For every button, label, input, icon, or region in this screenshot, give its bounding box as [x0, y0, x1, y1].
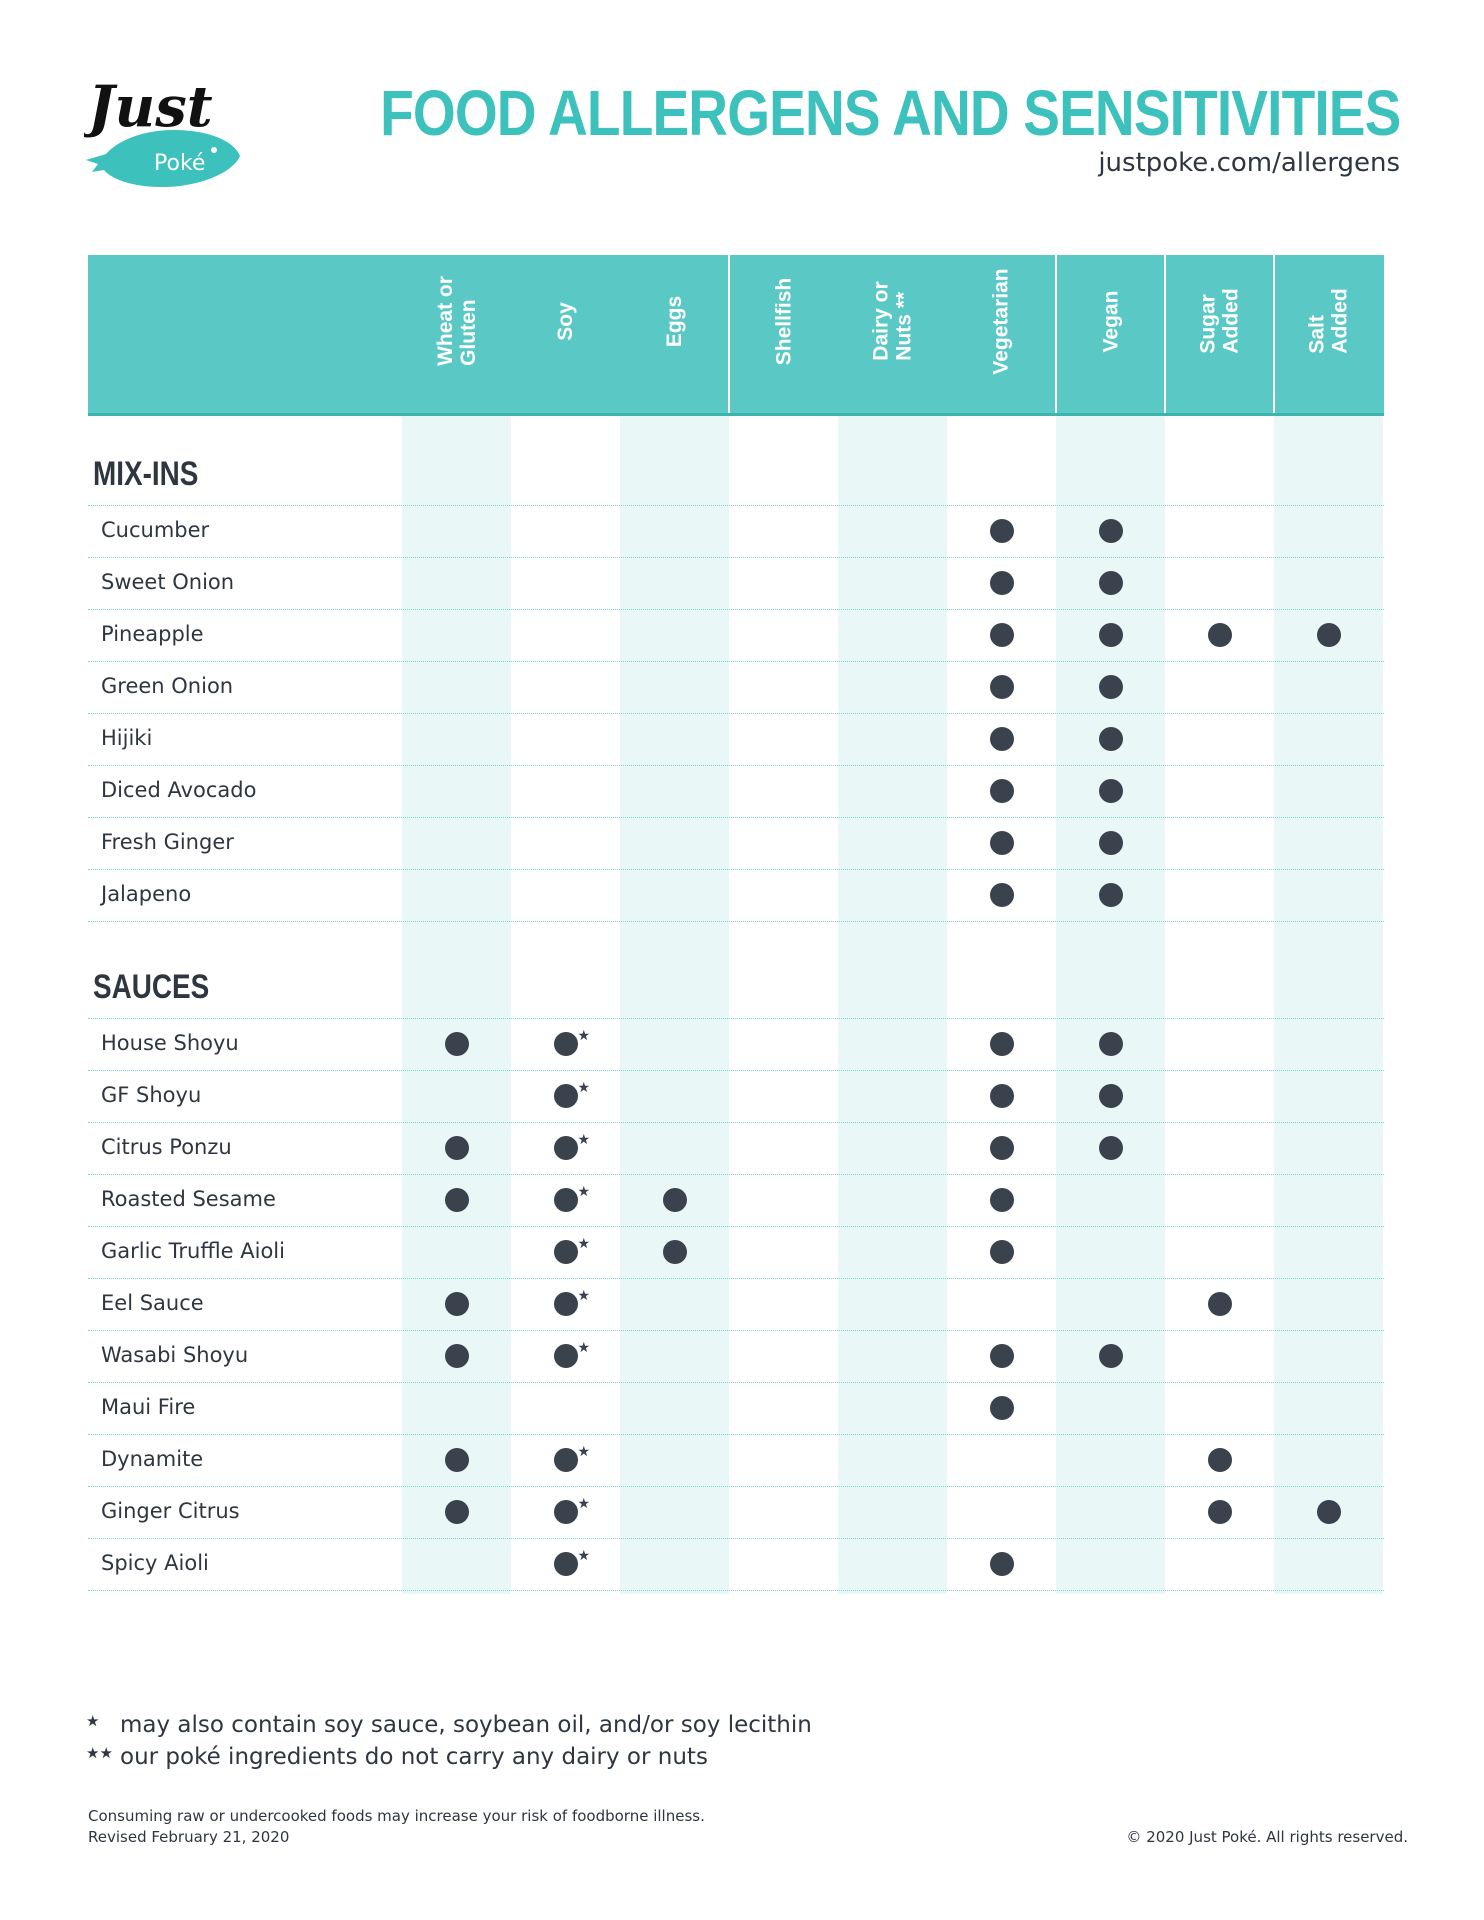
row-divider — [88, 1018, 1384, 1019]
allergen-dot — [554, 1032, 578, 1056]
row-divider — [88, 869, 1384, 870]
row-label: Garlic Truffle Aioli — [101, 1239, 285, 1263]
allergen-dot — [1099, 1032, 1123, 1056]
allergen-dot — [445, 1344, 469, 1368]
column-header — [620, 261, 729, 381]
row-divider — [88, 1226, 1384, 1227]
row-divider — [88, 1330, 1384, 1331]
allergen-dot — [554, 1136, 578, 1160]
allergens-url: justpoke.com/allergens — [1098, 148, 1400, 178]
footnote-text: our poké ingredients do not carry any dairy or nuts — [120, 1744, 708, 1770]
allergen-dot — [990, 1344, 1014, 1368]
row-divider — [88, 1122, 1384, 1123]
row-divider — [88, 609, 1384, 610]
column-shade — [838, 416, 947, 1594]
soy-star-marker: ★ — [577, 1132, 591, 1148]
row-divider — [88, 765, 1384, 766]
allergen-dot — [1099, 727, 1123, 751]
allergen-dot — [1208, 1448, 1232, 1472]
soy-star-marker: ★ — [577, 1444, 591, 1460]
soy-star-marker: ★ — [577, 1288, 591, 1304]
column-header — [1274, 261, 1383, 381]
row-label: Ginger Citrus — [101, 1499, 240, 1523]
allergen-dot — [554, 1188, 578, 1212]
column-header — [838, 261, 947, 381]
footnote-soy — [86, 1712, 812, 1738]
column-header — [402, 261, 511, 381]
allergen-dot — [663, 1188, 687, 1212]
allergen-dot — [990, 727, 1014, 751]
allergen-dot — [1099, 1084, 1123, 1108]
allergen-dot — [1317, 1500, 1341, 1524]
allergen-dot — [554, 1500, 578, 1524]
allergen-dot — [554, 1292, 578, 1316]
row-label: Citrus Ponzu — [101, 1135, 232, 1159]
logo-subtext: Poké — [154, 151, 206, 176]
soy-star-marker: ★ — [577, 1028, 591, 1044]
row-label: Jalapeno — [101, 882, 192, 906]
column-header-label: Sugar Added — [1196, 288, 1243, 354]
row-divider — [88, 1538, 1384, 1539]
column-header-label: Vegetarian — [989, 267, 1013, 375]
row-label: Eel Sauce — [101, 1291, 204, 1315]
row-label: Sweet Onion — [101, 570, 235, 594]
just-poke-logo — [84, 68, 244, 188]
allergen-dot — [1099, 779, 1123, 803]
allergen-dot — [1099, 571, 1123, 595]
row-divider — [88, 1590, 1384, 1591]
row-divider — [88, 1382, 1384, 1383]
table-header — [88, 255, 1384, 416]
column-header — [1056, 261, 1165, 381]
allergen-dot — [1099, 623, 1123, 647]
row-label: Maui Fire — [101, 1395, 196, 1419]
row-divider — [88, 557, 1384, 558]
row-divider — [88, 1278, 1384, 1279]
soy-star-marker: ★ — [577, 1080, 591, 1096]
allergen-dot — [990, 831, 1014, 855]
row-divider — [88, 1174, 1384, 1175]
footnote-text: may also contain soy sauce, soybean oil, and/or soy lecithin — [120, 1712, 812, 1738]
row-label: Diced Avocado — [101, 778, 257, 802]
column-header-label: Dairy or Nuts ** — [869, 281, 916, 361]
column-header-label: Soy — [553, 301, 577, 341]
column-header-label: Vegan — [1099, 290, 1122, 352]
row-label: Wasabi Shoyu — [101, 1343, 249, 1367]
row-divider — [88, 661, 1384, 662]
allergen-dot — [1208, 1292, 1232, 1316]
footnote-symbol: ★★ — [86, 1744, 113, 1762]
allergen-dot — [663, 1240, 687, 1264]
page-title: FOOD ALLERGENS AND SENSITIVITIES — [379, 77, 1400, 149]
column-header-label: Salt Added — [1305, 288, 1352, 354]
row-label: Green Onion — [101, 674, 234, 698]
allergen-dot — [554, 1084, 578, 1108]
allergen-dot — [1099, 675, 1123, 699]
row-divider — [88, 505, 1384, 506]
row-divider — [88, 921, 1384, 922]
row-label: Hijiki — [101, 726, 153, 750]
allergen-dot — [990, 623, 1014, 647]
allergen-dot — [445, 1188, 469, 1212]
allergen-dot — [990, 1240, 1014, 1264]
allergen-dot — [445, 1136, 469, 1160]
allergen-dot — [990, 1552, 1014, 1576]
column-header-label: Shellfish — [772, 277, 795, 365]
allergen-dot — [445, 1500, 469, 1524]
row-label: Spicy Aioli — [101, 1551, 209, 1575]
column-header — [1165, 261, 1274, 381]
allergen-table — [88, 255, 1384, 1595]
revised-date: Revised February 21, 2020 — [88, 1828, 290, 1846]
allergen-dot — [1099, 883, 1123, 907]
footnote-dairy — [86, 1744, 708, 1770]
section-heading: SAUCES — [93, 968, 210, 1006]
row-label: House Shoyu — [101, 1031, 239, 1055]
allergen-dot — [1208, 623, 1232, 647]
soy-star-marker: ★ — [577, 1184, 591, 1200]
column-header — [729, 261, 838, 381]
soy-star-marker: ★ — [577, 1236, 591, 1252]
column-header — [511, 261, 620, 381]
allergen-dot — [445, 1292, 469, 1316]
row-divider — [88, 1434, 1384, 1435]
soy-star-marker: ★ — [577, 1340, 591, 1356]
row-label: Cucumber — [101, 518, 210, 542]
row-label: Dynamite — [101, 1447, 204, 1471]
allergen-dot — [554, 1448, 578, 1472]
footnote-symbol: ★ — [86, 1712, 100, 1730]
allergen-dot — [445, 1448, 469, 1472]
allergen-dot — [1317, 623, 1341, 647]
row-divider — [88, 817, 1384, 818]
row-label: Pineapple — [101, 622, 204, 646]
allergen-dot — [445, 1032, 469, 1056]
allergen-dot — [554, 1344, 578, 1368]
row-divider — [88, 713, 1384, 714]
copyright: © 2020 Just Poké. All rights reserved. — [1126, 1828, 1408, 1846]
allergen-dot — [1099, 1136, 1123, 1160]
allergen-dot — [990, 779, 1014, 803]
allergen-dot — [554, 1240, 578, 1264]
allergen-dot — [990, 883, 1014, 907]
soy-star-marker: ★ — [577, 1496, 591, 1512]
section-heading: MIX-INS — [93, 455, 199, 493]
allergen-dot — [1208, 1500, 1232, 1524]
column-header-label: Eggs — [663, 295, 686, 347]
allergen-dot — [990, 1032, 1014, 1056]
row-label: Fresh Ginger — [101, 830, 234, 854]
allergen-dot — [990, 1084, 1014, 1108]
disclaimer: Consuming raw or undercooked foods may increase your risk of foodborne illness. — [88, 1807, 705, 1825]
row-label: GF Shoyu — [101, 1083, 202, 1107]
row-divider — [88, 1070, 1384, 1071]
allergen-dot — [1099, 831, 1123, 855]
row-divider — [88, 1486, 1384, 1487]
allergen-dot — [990, 1188, 1014, 1212]
column-shade — [1274, 416, 1383, 1594]
column-shade — [620, 416, 729, 1594]
column-header-label: Wheat or Gluten — [433, 276, 480, 366]
allergen-dot — [1099, 1344, 1123, 1368]
allergen-dot — [990, 519, 1014, 543]
allergen-dot — [990, 571, 1014, 595]
row-label: Roasted Sesame — [101, 1187, 276, 1211]
column-shade — [402, 416, 511, 1594]
allergen-dot — [1099, 519, 1123, 543]
logo-text: Just — [88, 74, 213, 140]
allergen-dot — [990, 1136, 1014, 1160]
column-header — [947, 261, 1056, 381]
soy-star-marker: ★ — [577, 1548, 591, 1564]
allergen-dot — [990, 675, 1014, 699]
allergen-dot — [554, 1552, 578, 1576]
allergen-dot — [990, 1396, 1014, 1420]
